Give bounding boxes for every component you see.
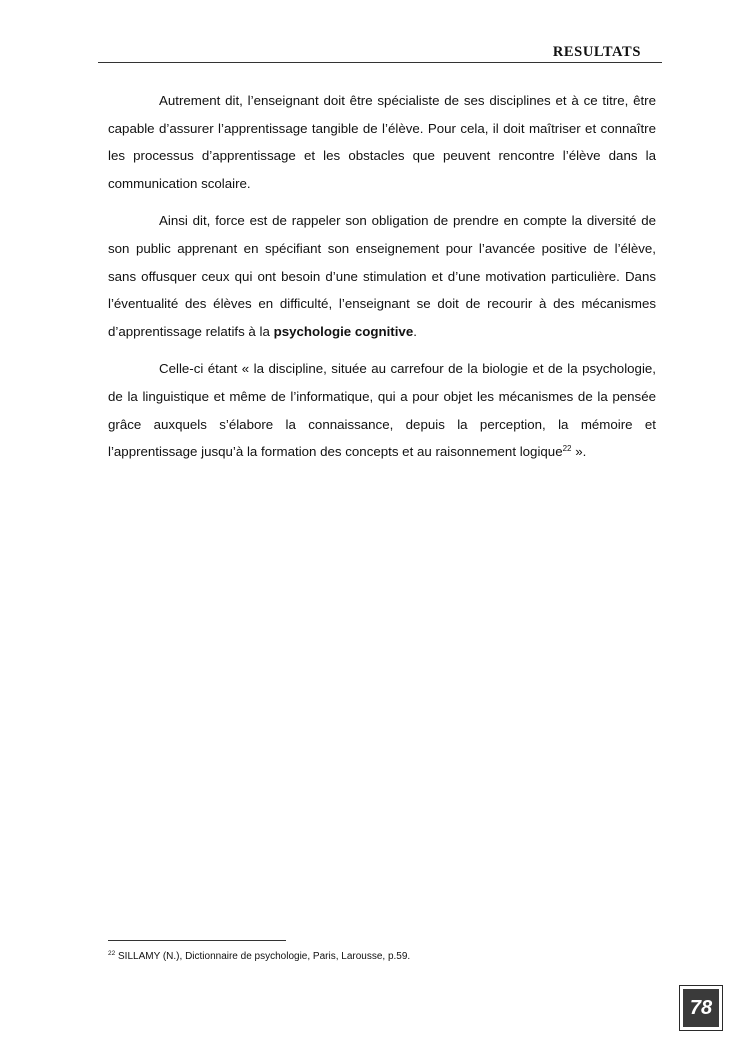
paragraph-2-end: . <box>413 323 417 339</box>
paragraph-2 <box>108 207 656 345</box>
bold-term: psychologie cognitive <box>273 323 414 339</box>
paragraph-2-text: Ainsi dit, force est de rappeler son obligation de prendre en compte la diversité de son public apprenant en spécifiant son enseignement pour l’avancée positive de l’élève, sans offusquer ceux qui ont besoin d’une stimulation et d’une motivation particulière. Dans l’éventualité des élèves en difficulté, l’enseignant se doit de recourir à des mécanismes d’apprentissage relatifs à la <box>108 213 656 339</box>
header-rule <box>98 62 662 63</box>
footnote-reference[interactable]: 22 <box>562 444 572 454</box>
footnote-number: 22 <box>108 950 116 957</box>
paragraph-3-end: ». <box>571 444 587 460</box>
footnote <box>108 950 410 963</box>
paragraph-1: Autrement dit, l’enseignant doit être spécialiste de ses disciplines et à ce titre, être capable d’assurer l’apprentissage tangible de l’élève. Pour cela, il doit maîtriser et connaître les processus d’apprentissage et les obstacles que peuvent rencontre l’élève dans la communication scolaire. <box>108 93 656 191</box>
paragraph-3-text: Celle-ci étant « la discipline, située au carrefour de la biologie et de la psychologie, de la linguistique et même de l’informatique, qui a pour objet les mécanismes de la pensée grâce auxquels s’élabore la connaissance, depuis la perception, la mémoire et l’apprentissage jusqu’à la formation des concepts et au raisonnement logique <box>108 361 656 460</box>
page-number-box <box>679 985 723 1031</box>
page-number: 78 <box>683 989 719 1027</box>
page-header-title: RESULTATS <box>552 44 641 60</box>
footnote-text: SILLAMY (N.), Dictionnaire de psychologie, Paris, Larousse, p.59. <box>115 951 411 962</box>
footnote-rule <box>108 940 286 941</box>
paragraph-3 <box>108 355 656 465</box>
body-text <box>108 87 656 476</box>
